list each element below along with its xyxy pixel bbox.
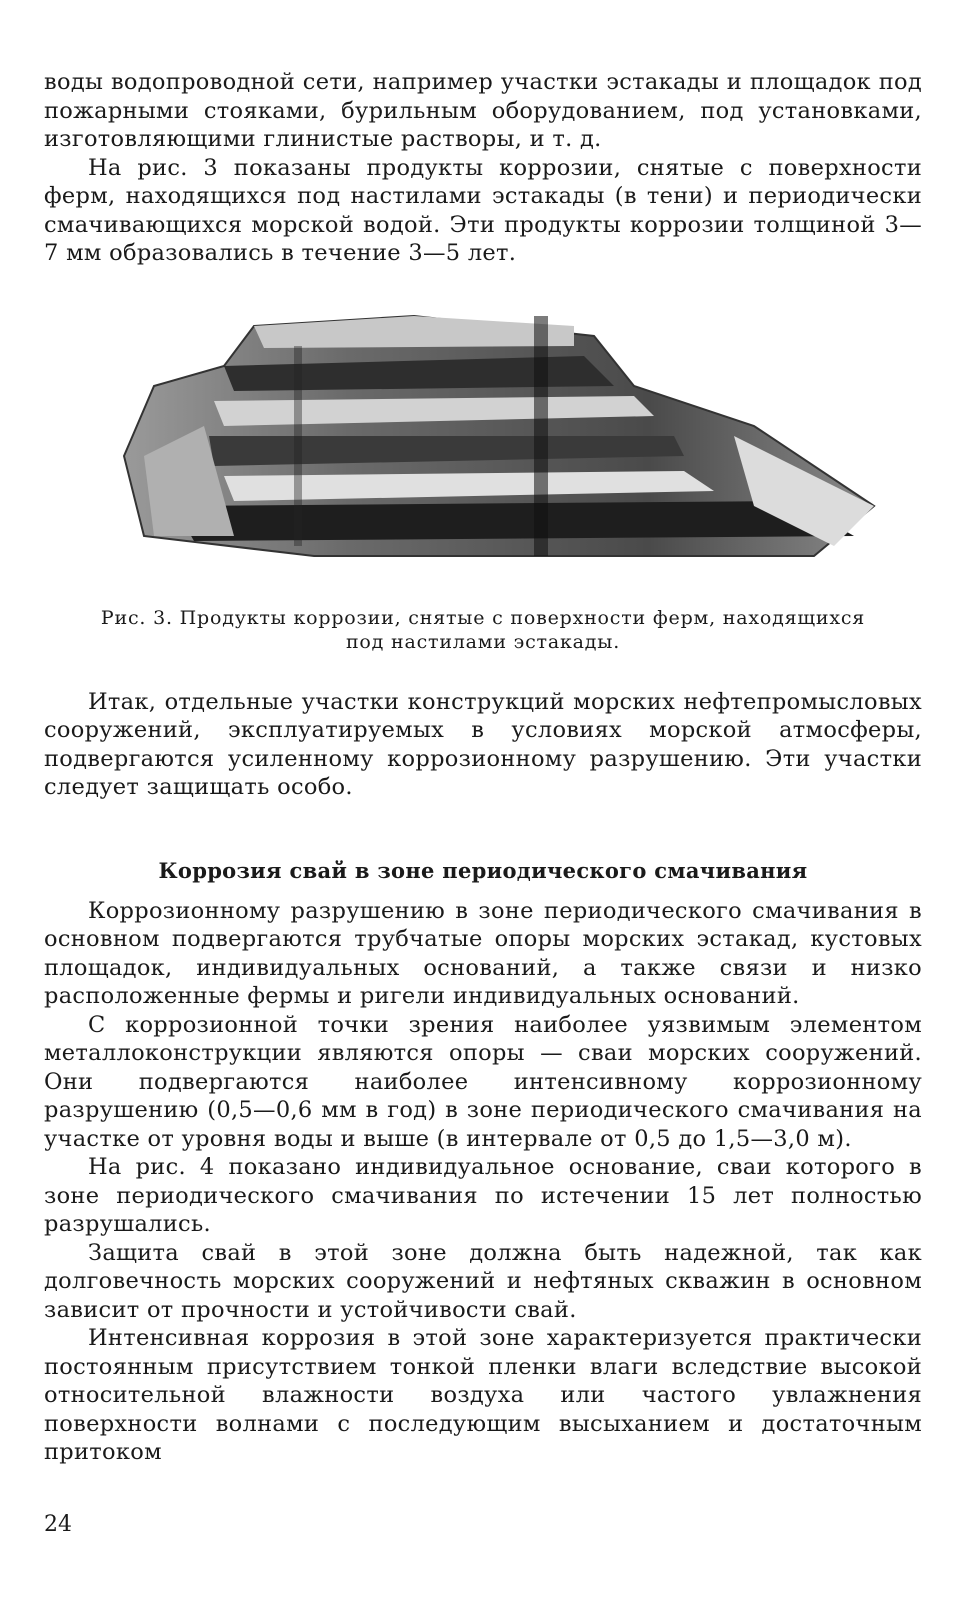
paragraph-4: Коррозионному разрушению в зоне периодического смачивания в основном подвергаются трубчатые опоры морских эстакад, кустовых площадок, индивидуальных оснований, а также связи и низко расположенные фермы и ригели индивидуальных оснований. — [44, 897, 922, 1009]
page-content — [44, 68, 922, 1467]
corrosion-products-photo — [114, 306, 894, 566]
paragraph-5: С коррозионной точки зрения наиболее уязвимым элементом металлоконструкции являются опоры — сваи морских сооружений. Они подвергаются наиболее интенсивному коррозионному разрушению (0,5—0,6 мм в год) в зоне периодического смачивания на участке от уровня воды и выше (в интервале от 0,5 до 1,5—3,0 м). — [44, 1011, 922, 1152]
figure-3 — [44, 286, 922, 606]
paragraph-2: На рис. 3 показаны продукты коррозии, снятые с поверхности ферм, находящихся под настилами эстакады (в тени) и периодически смачивающихся морской водой. Эти продукты коррозии толщиной 3—7 мм образовались в течение 3—5 лет. — [44, 154, 922, 266]
page-number: 24 — [44, 1512, 72, 1537]
paragraph-6: На рис. 4 показано индивидуальное основание, сваи которого в зоне периодического смачивания по истечении 15 лет полностью разрушались. — [44, 1154, 922, 1237]
section-heading: Коррозия свай в зоне периодического смачивания — [158, 857, 808, 883]
figure-caption: Рис. 3. Продукты коррозии, снятые с поверхности ферм, находящихся под настилами эстакады. — [100, 606, 866, 653]
paragraph-1: воды водопроводной сети, например участки эстакады и площадок под пожарными стояками, бурильным оборудованием, под установками, изготовляющими глинистые растворы, и т. д. — [44, 69, 922, 152]
paragraph-3: Итак, отдельные участки конструкций морских нефтепромысловых сооружений, эксплуатируемых в условиях морской атмосферы, подвергаются усиленному коррозионному разрушению. Эти участки следует защищать особо. — [44, 688, 922, 800]
paragraph-8: Интенсивная коррозия в этой зоне характеризуется практически постоянным присутствием тонкой пленки влаги вследствие высокой относительной влажности воздуха или частого увлажнения поверхности волнами с последующим высыханием и достаточным притоком — [44, 1325, 922, 1465]
paragraph-7: Защита свай в этой зоне должна быть надежной, так как долговечность морских сооружений и нефтяных скважин в основном зависит от прочности и устойчивости свай. — [44, 1239, 922, 1323]
